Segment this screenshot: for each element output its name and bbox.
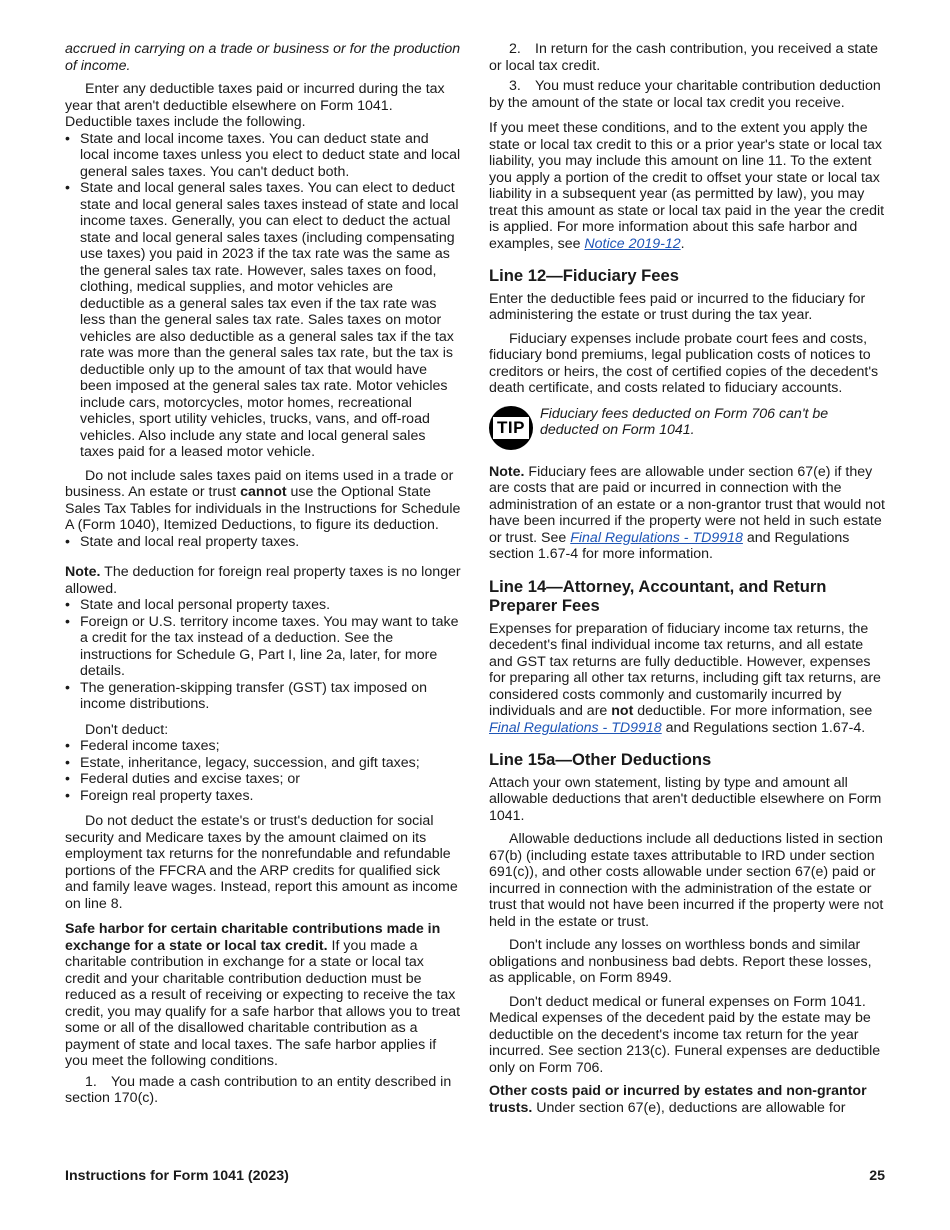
line-15a-paragraph-2: Allowable deductions include all deductions listed in section 67(b) (including estate taxes attributable to IRD under section 691(c)), and other costs allowable under section 67(e) paid or incurred in connection with the administration of the estate or trust that would not have been incurred if the property were not held in the estate or trust. xyxy=(489,831,884,930)
heading-line-15a: Line 15a—Other Deductions xyxy=(489,750,712,769)
heading-line-14: Line 14—Attorney, Accountant, and Return Preparer Fees xyxy=(489,576,827,615)
paragraph-deductible-taxes: Enter any deductible taxes paid or incurred during the tax year that aren't deductible elsewhere on Form 1041. Deductible taxes include the following. xyxy=(65,81,445,130)
final-regulations-link-2[interactable]: Final Regulations - TD9918 xyxy=(489,719,662,736)
tip-box xyxy=(489,406,885,450)
line-12-paragraph-2: Fiduciary expenses include probate court fees and costs, fiduciary bond premiums, legal publication costs of notices to creditors or heirs, the cost of certified copies of the decedent's death certificate, and costs related to fiduciary accounts. xyxy=(489,330,879,396)
tip-icon: TIP xyxy=(489,406,533,450)
bullet-icon: • xyxy=(65,738,70,754)
bullet-icon: • xyxy=(65,679,70,696)
page-number: 25 xyxy=(869,1168,885,1184)
bullet-icon: • xyxy=(65,613,70,630)
list-item: • Federal duties and excise taxes; or xyxy=(65,771,301,787)
final-regulations-link[interactable]: Final Regulations - TD9918 xyxy=(570,529,743,546)
list-item: • Federal income taxes; xyxy=(65,738,220,754)
other-costs-paragraph: Other costs paid or incurred by estates and non-grantor trusts. Under section 67(e), deductions are allowable for xyxy=(489,1083,867,1116)
left-column xyxy=(65,41,461,1114)
paragraph-ffcra: Do not deduct the estate's or trust's deduction for social security and Medicare taxes by the amount claimed on its employment tax returns for the nonrefundable and refundable portions of the FFCRA and the ARP credits for qualified sick and family leave wages. Instead, report this amount as income on line 8. xyxy=(65,813,458,912)
paragraph-sales-taxes: Do not include sales taxes paid on items used in a trade or business. An estate or trust cannot use the Optional State Sales Tax Tables for individuals in the Instructions for Schedule A (Form 1040), Itemized Deductions, to figure its deduction. xyxy=(65,467,461,533)
bullet-icon: • xyxy=(65,771,70,787)
list-item: • Foreign real property taxes. xyxy=(65,787,254,804)
line-14-paragraph: Expenses for preparation of fiduciary income tax returns, the decedent's final individual income tax returns, and all estate and GST tax returns are fully deductible. However, expenses for preparing all other tax returns, including gift tax returns, are considered costs commonly and customarily incurred by individuals and are not deductible. For more information, see Final Regulations - TD9918 and Regulations section 1.67-4. xyxy=(489,620,881,736)
line-15a-paragraph-4: Don't deduct medical or funeral expenses on Form 1041. Medical expenses of the decedent paid by the estate may be deductible on the decedent's income tax return for the year incurred. See section 213(c). Funeral expenses are deductible only on Form 706. xyxy=(489,993,881,1076)
dont-deduct-heading: Don't deduct: xyxy=(85,721,169,738)
bullet-icon: • xyxy=(65,180,70,196)
list-item: • The generation-skipping transfer (GST) tax imposed on income distributions. xyxy=(65,679,427,712)
bullet-icon: • xyxy=(65,787,70,804)
note-fiduciary-fees: Note. Fiduciary fees are allowable under section 67(e) if they are costs that are paid or incurred in connection with the administration of an estate or a non-grantor trust that would not have been incurred if the property were not held in such estate or trust. See Final Regulations - TD9918 and Regulations section 1.67-4 for more information. xyxy=(489,463,885,562)
safe-harbor-paragraph: Safe harbor for certain charitable contributions made in exchange for a state or local tax credit. If you made a charitable contribution in exchange for a state or local tax credit and your charitable contribution deduction must be reduced as a result of receiving or expecting to receive the tax credit, you may qualify for a safe harbor that allows you to treat some or all of the disallowed charitable contribution as a payment of state and local taxes. The safe harbor applies if you meet the following conditions. xyxy=(65,921,461,1069)
list-item: • State and local personal property taxes. xyxy=(65,597,331,613)
bullet-icon: • xyxy=(65,597,70,613)
list-item: • Foreign or U.S. territory income taxes. You may want to take a credit for the tax instead of a deduction. See the instructions for Schedule G, Part I, line 2a, later, for more details. xyxy=(65,613,459,679)
list-item: • State and local real property taxes. xyxy=(65,533,300,550)
heading-line-12: Line 12—Fiduciary Fees xyxy=(489,266,679,285)
tip-text: Fiduciary fees deducted on Form 706 can't be deducted on Form 1041. xyxy=(540,405,829,438)
list-item: • Estate, inheritance, legacy, succession, and gift taxes; xyxy=(65,754,420,771)
list-item: • State and local income taxes. You can deduct state and local income taxes unless you elect to deduct state and local general sales taxes. You can't deduct both. xyxy=(65,130,461,180)
bullet-icon: • xyxy=(65,130,70,147)
condition-3: 3. You must reduce your charitable contribution deduction by the amount of the state or local tax credit you receive. xyxy=(489,78,881,111)
line-12-paragraph-1: Enter the deductible fees paid or incurred to the fiduciary for administering the estate or trust during the tax year. xyxy=(489,290,866,323)
right-column xyxy=(489,41,885,1123)
bullet-icon: • xyxy=(65,533,70,550)
line-15a-paragraph-3: Don't include any losses on worthless bonds and similar obligations and nonbusiness bad debts. Report these losses, as applicable, on Form 8949. xyxy=(489,937,872,986)
line-15a-paragraph-1: Attach your own statement, listing by type and amount all allowable deductions that aren't deductible elsewhere on Form 1041. xyxy=(489,774,882,824)
condition-2: 2. In return for the cash contribution, you received a state or local tax credit. xyxy=(489,41,879,74)
condition-1: 1. You made a cash contribution to an entity described in section 170(c). xyxy=(65,1073,452,1106)
page-footer xyxy=(65,1168,885,1184)
notice-2019-12-link[interactable]: Notice 2019-12 xyxy=(584,235,681,252)
paragraph-safe-harbor-apply: If you meet these conditions, and to the extent you apply the state or local tax credit to this or a prior year's state or local tax liability, you may include this amount on line 11. To the extent you apply a portion of the credit to offset your state or local tax liability in a subsequent year (as permitted by law), you may treat this amount as state or local tax paid in the year the credit is applied. For more information about this safe harbor and examples, see Notice 2019-12. xyxy=(489,120,885,252)
note-foreign-taxes: Note. The deduction for foreign real property taxes is no longer allowed. xyxy=(65,564,461,597)
paragraph-continued: accrued in carrying on a trade or business or for the production of income. xyxy=(65,41,461,74)
list-item: • State and local general sales taxes. You can elect to deduct state and local general sales taxes instead of state and local income taxes. Generally, you can elect to deduct the actual state and local general sales taxes (including compensating use taxes) you paid in 2023 if the tax rate was the same as the general sales tax rate. However, sales taxes on food, clothing, medical supplies, and motor vehicles are deductible as a general sales tax even if the tax rate was less than the general sales tax rate. Sales taxes on motor vehicles are also deductible as a general sales tax if the tax rate was more than the general sales tax rate, but the tax is deductible only up to the amount of tax that would have been imposed at the general sales tax rate. Motor vehicles include cars, motorcycles, motor homes, recreational vehicles, sport utility vehicles, trucks, vans, and off-road vehicles. Also include any state and local general sales taxes paid for a leased motor vehicle. xyxy=(65,180,459,460)
footer-title: Instructions for Form 1041 (2023) xyxy=(65,1168,289,1184)
bullet-icon: • xyxy=(65,754,70,771)
